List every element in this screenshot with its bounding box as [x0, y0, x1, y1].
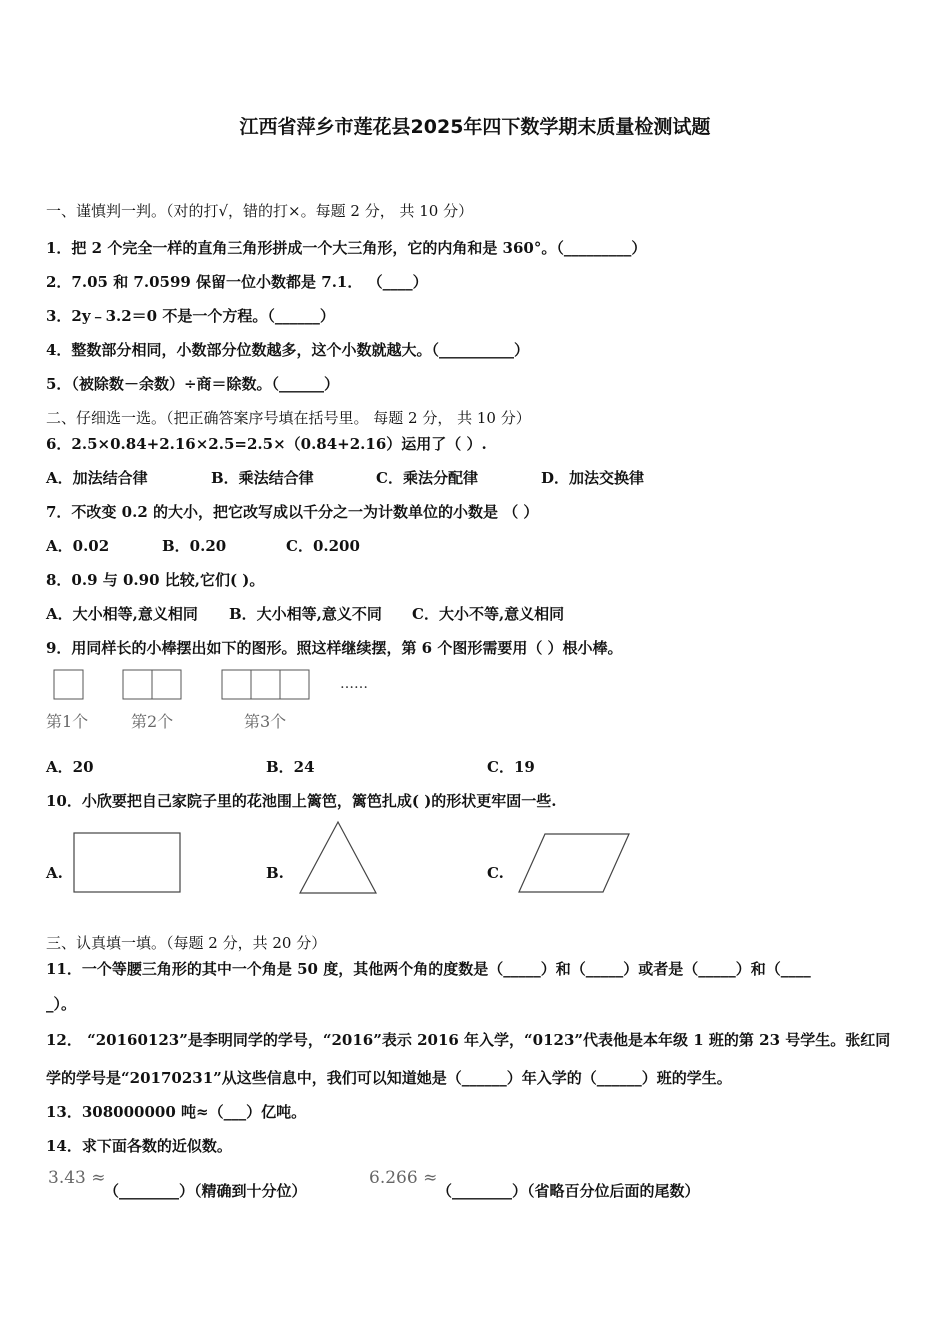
q7-option-b: B．0.20 — [162, 537, 227, 555]
q8-option-c: C．大小不等,意义相同 — [412, 605, 565, 623]
question-3: 3．2y﹣3.2＝0 不是一个方程。（______） — [46, 307, 335, 325]
question-1: 1．把 2 个完全一样的直角三角形拼成一个大三角形，它的内角和是 360°。（_________） — [46, 239, 647, 257]
q10-rectangle-shape — [70, 830, 185, 896]
question-8: 8．0.9 与 0.90 比较,它们( )。 — [46, 571, 265, 589]
question-6: 6．2.5×0.84+2.16×2.5=2.5×（0.84+2.16）运用了（ ）. — [46, 435, 487, 453]
figure-3-square-3 — [280, 670, 309, 699]
question-13: 13．308000000 吨≈（___）亿吨。 — [46, 1103, 307, 1121]
question-12-line-2: 学的学号是“20170231”从这些信息中，我们可以知道她是（______）年入学的（______）班的学生。 — [46, 1069, 732, 1087]
q9-ellipsis: …… — [340, 676, 368, 692]
page-title: 江西省萍乡市莲花县2025年四下数学期末质量检测试题 — [239, 116, 711, 138]
q9-option-a: A．20 — [46, 758, 94, 776]
figure-2-square-2 — [152, 670, 181, 699]
q6-option-a: A．加法结合律 — [46, 469, 148, 487]
q9-option-c: C．19 — [487, 758, 535, 776]
section-2-heading: 二、仔细选一选。（把正确答案序号填在括号里。 每题 2 分， 共 10 分） — [46, 409, 531, 427]
q10-parallelogram-shape — [515, 830, 635, 896]
q7-option-c: C．0.200 — [286, 537, 360, 555]
question-11-line-1: 11．一个等腰三角形的其中一个角是 50 度，其他两个角的度数是（_____）和（_____）或者是（_____）和（____ — [46, 960, 811, 978]
section-3-heading: 三、认真填一填。（每题 2 分，共 20 分） — [46, 934, 327, 952]
q6-option-c: C．乘法分配律 — [376, 469, 478, 487]
q9-label-1: 第1个 — [46, 712, 89, 731]
question-12-line-1: 12． “20160123”是李明同学的学号，“2016”表示 2016 年入学，“0123”代表他是本年级 1 班的第 23 号学生。张红同 — [46, 1031, 891, 1049]
q14-b-expression: 6.266 ≈ — [369, 1168, 438, 1188]
question-5: 5．（被除数－余数）÷商＝除数。（______） — [46, 375, 340, 393]
question-11-line-2: _）。 — [46, 995, 77, 1013]
q7-option-a: A．0.02 — [46, 537, 110, 555]
q6-option-b: B．乘法结合律 — [211, 469, 314, 487]
q6-option-d: D．加法交换律 — [541, 469, 645, 487]
q14-a-blank: （________）（精确到十分位） — [104, 1182, 307, 1200]
question-2: 2．7.05 和 7.0599 保留一位小数都是 7.1． （____） — [46, 273, 428, 291]
q10-option-c: C. — [487, 864, 504, 882]
question-10: 10．小欣要把自己家院子里的花池围上篱笆，篱笆扎成( )的形状更牢固一些. — [46, 792, 557, 810]
section-1-heading: 一、谨慎判一判。（对的打√，错的打×。每题 2 分， 共 10 分） — [46, 202, 474, 220]
q10-triangle-shape — [296, 818, 382, 898]
figure-3-square-2 — [251, 670, 280, 699]
question-7: 7．不改变 0.2 的大小，把它改写成以千分之一为计数单位的小数是 （ ） — [46, 503, 539, 521]
q8-option-a: A．大小相等,意义相同 — [46, 605, 198, 623]
question-14: 14．求下面各数的近似数。 — [46, 1137, 232, 1155]
figure-1-square — [54, 670, 83, 699]
q9-label-3: 第3个 — [244, 712, 287, 731]
q9-option-b: B．24 — [266, 758, 315, 776]
q14-b-blank: （________）（省略百分位后面的尾数） — [437, 1182, 700, 1200]
question-9: 9．用同样长的小棒摆出如下的图形。照这样继续摆，第 6 个图形需要用（ ）根小棒。 — [46, 639, 623, 657]
question-4: 4．整数部分相同，小数部分位数越多，这个小数就越大。（__________） — [46, 341, 529, 359]
q14-a-expression: 3.43 ≈ — [48, 1168, 106, 1188]
figure-3-square-1 — [222, 670, 251, 699]
q9-label-2: 第2个 — [131, 712, 174, 731]
q10-option-b: B. — [266, 864, 284, 882]
q10-option-a: A. — [46, 864, 63, 882]
q8-option-b: B．大小相等,意义不同 — [229, 605, 382, 623]
figure-2-square-1 — [123, 670, 152, 699]
